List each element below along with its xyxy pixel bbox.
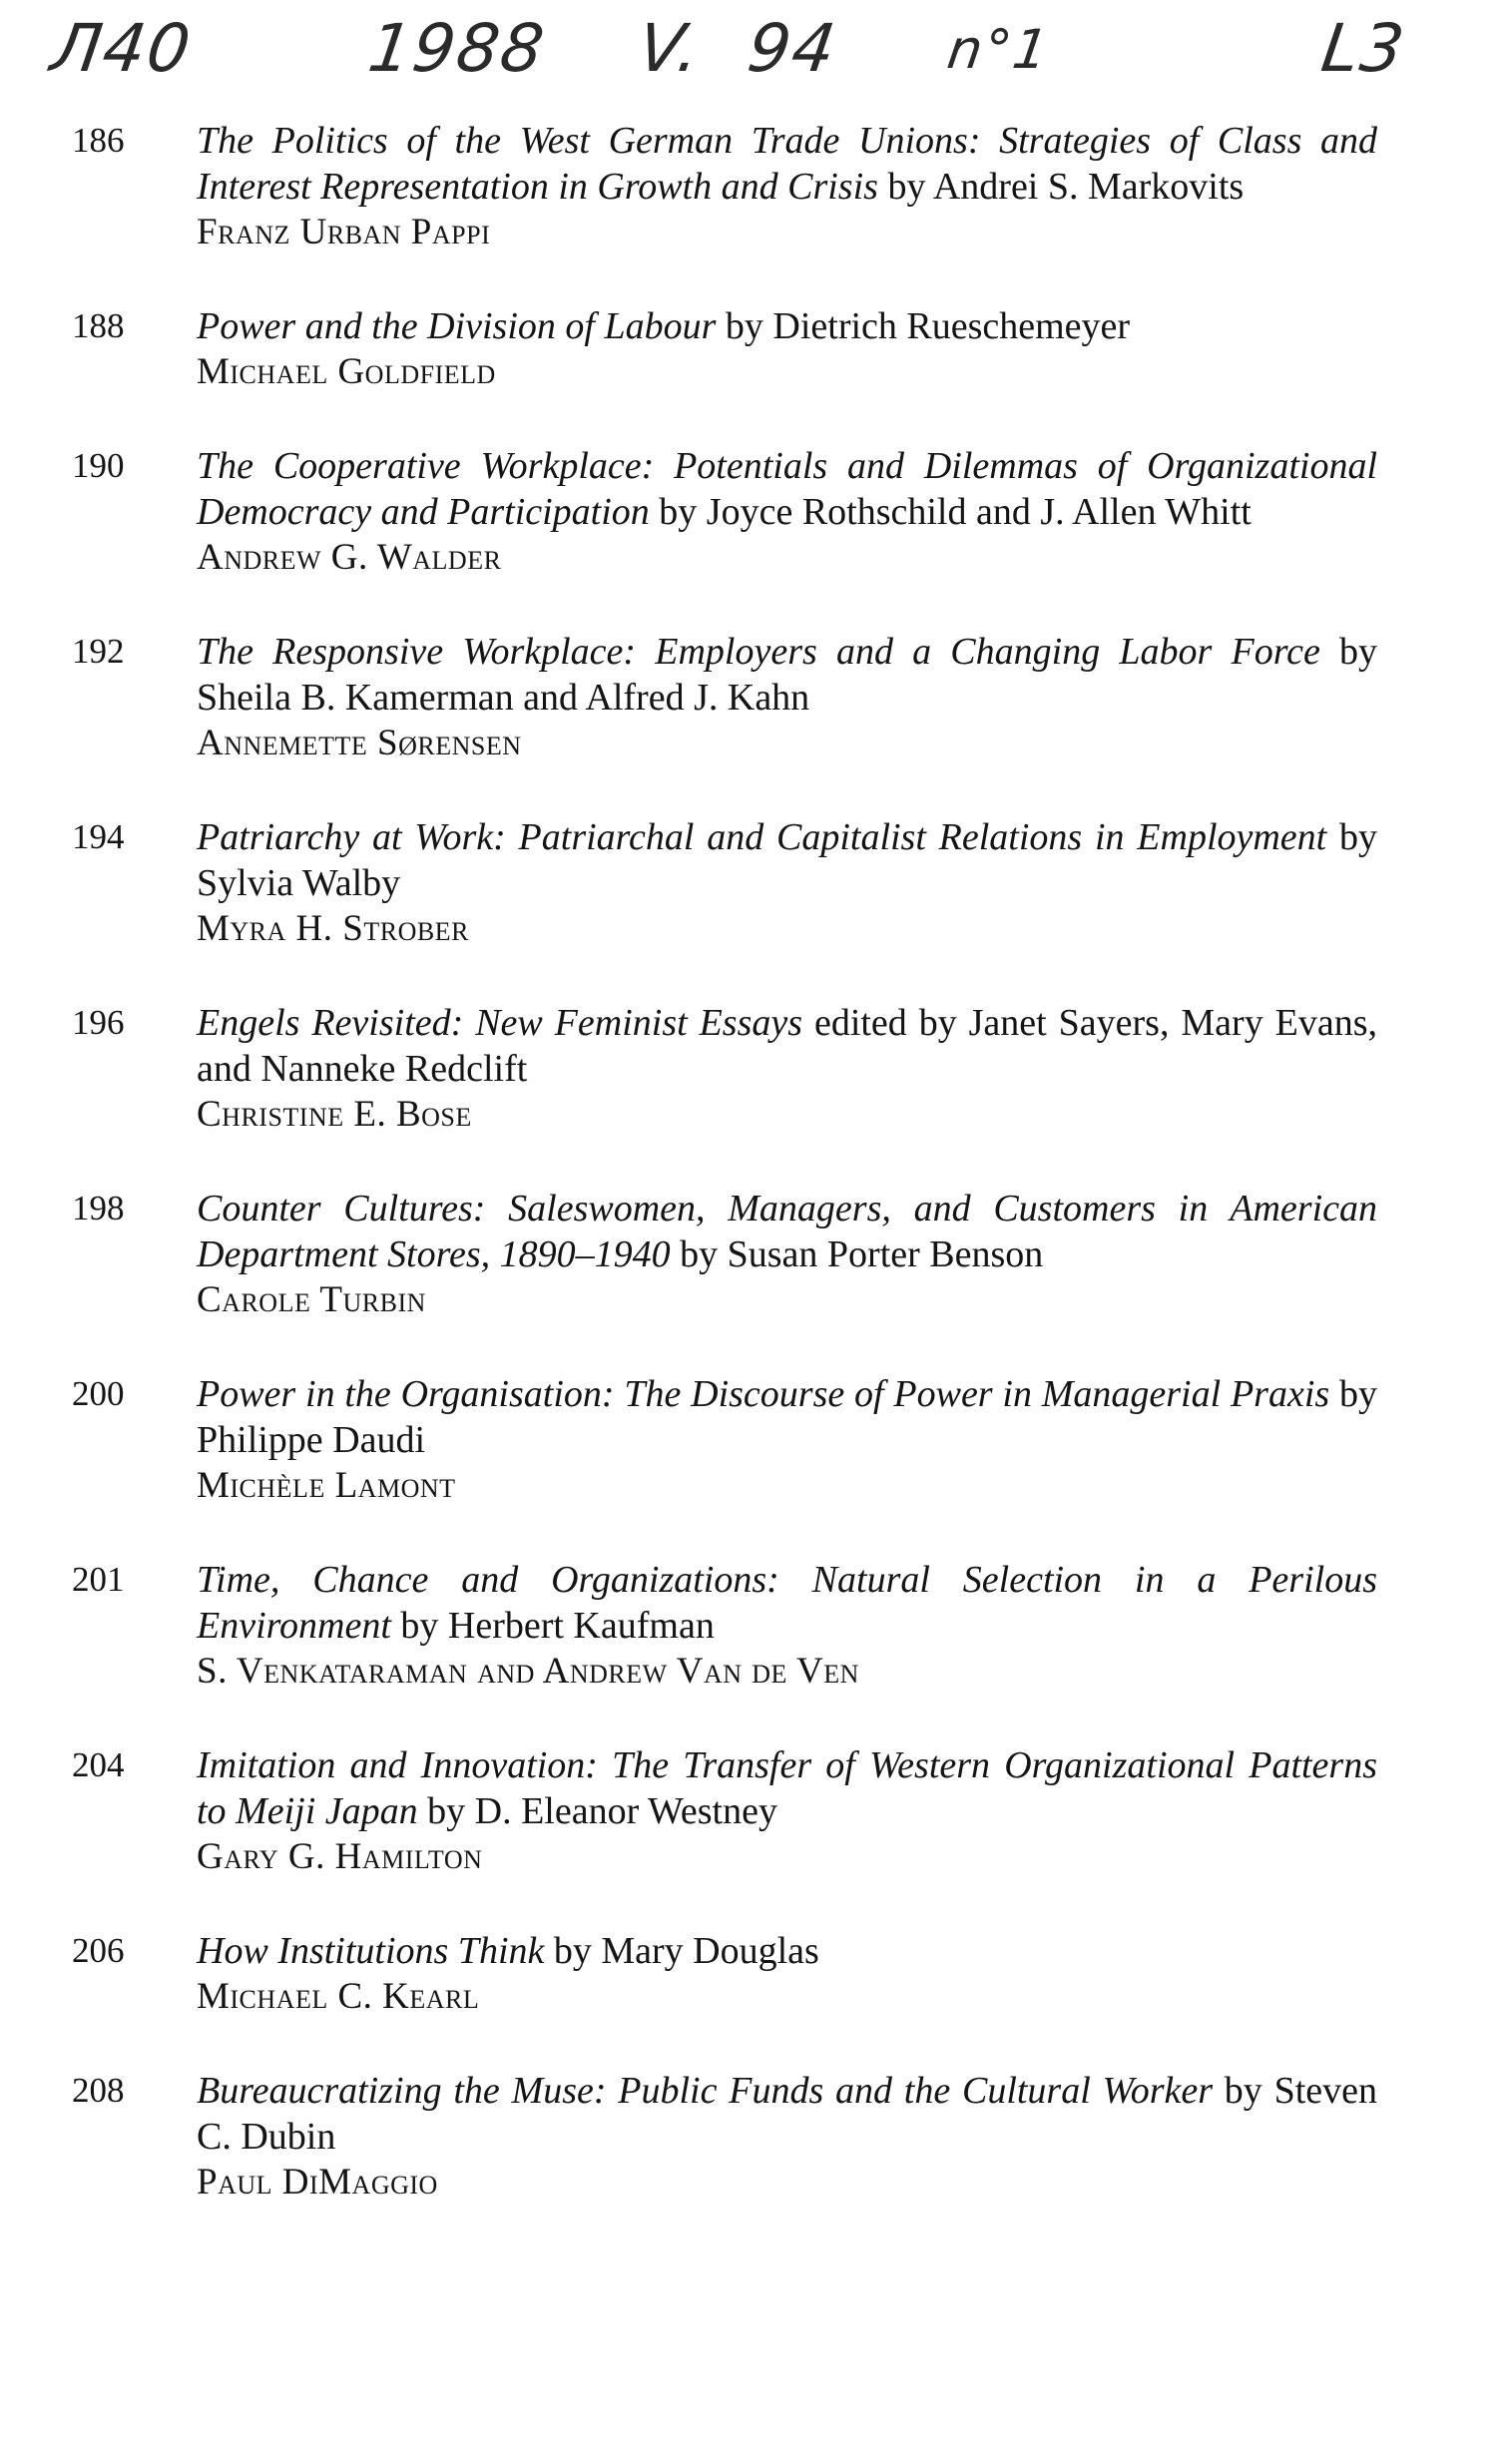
- book-title: Imitation and Innovation: The Transfer of Western Organizational Patterns to Meiji Japan: [197, 1744, 1377, 1832]
- page-number: 201: [72, 1560, 125, 1599]
- page-number: 188: [72, 306, 125, 345]
- entry-citation: [197, 629, 1377, 766]
- page-number: 206: [72, 1931, 125, 1970]
- reviewer-name: Franz Urban Pappi: [197, 212, 491, 252]
- page-number: 204: [72, 1745, 125, 1784]
- review-entry: [0, 303, 1512, 395]
- book-byline: by Philippe Daudi: [197, 1373, 1377, 1461]
- book-title: Bureaucratizing the Muse: Public Funds and the Cultural Worker: [197, 2070, 1214, 2112]
- reviewer-name: Christine E. Bose: [197, 1094, 472, 1135]
- page-number: 196: [72, 1003, 125, 1042]
- entry-citation: [197, 1000, 1377, 1138]
- handwritten-volume-label: V.: [633, 10, 707, 87]
- page-number: 208: [72, 2071, 125, 2110]
- review-entry: [0, 1371, 1512, 1509]
- review-entry: [0, 1557, 1512, 1695]
- book-title: The Cooperative Workplace: Potentials and Dilemmas of Organizational Democracy and Participation: [197, 445, 1377, 533]
- book-byline: by Joyce Rothschild and J. Allen Whitt: [649, 491, 1252, 533]
- handwritten-volume-number: 94: [743, 10, 842, 87]
- book-title: Time, Chance and Organizations: Natural Selection in a Perilous Environment: [197, 1559, 1377, 1647]
- entry-citation: [197, 1371, 1377, 1509]
- review-entry: [0, 1000, 1512, 1138]
- entry-citation: [197, 1557, 1377, 1695]
- book-title: Patriarchy at Work: Patriarchal and Capitalist Relations in Employment: [197, 816, 1327, 858]
- page-number: 192: [72, 632, 125, 671]
- handwritten-annotation: [40, 10, 1477, 120]
- entry-citation: [197, 1742, 1377, 1880]
- entry-citation: [197, 1928, 1377, 2020]
- book-byline: by D. Eleanor Westney: [417, 1790, 777, 1832]
- book-title: Power in the Organisation: The Discourse of Power in Managerial Praxis: [197, 1373, 1330, 1415]
- reviewer-name: Annemette Sørensen: [197, 723, 522, 763]
- reviewer-name: Myra H. Strober: [197, 908, 469, 949]
- reviewer-name: Carole Turbin: [197, 1279, 426, 1320]
- reviewer-name: Michèle Lamont: [197, 1465, 456, 1506]
- book-byline: by Andrei S. Markovits: [877, 166, 1245, 208]
- page-number: 194: [72, 817, 125, 856]
- book-title: Power and the Division of Labour: [197, 305, 717, 347]
- handwritten-shelf-mark: L3: [1316, 10, 1411, 87]
- book-title: The Politics of the West German Trade Unions: Strategies of Class and Interest Representation in Growth and Crisis: [197, 120, 1377, 208]
- book-byline: by Mary Douglas: [544, 1930, 819, 1972]
- page-number: 198: [72, 1189, 125, 1227]
- book-byline: by Susan Porter Benson: [670, 1233, 1044, 1275]
- book-title: The Responsive Workplace: Employers and a Changing Labor Force: [197, 631, 1320, 673]
- handwritten-issue-number: n°1: [943, 18, 1055, 81]
- review-entry: [0, 1742, 1512, 1880]
- entry-citation: [197, 2068, 1377, 2206]
- book-byline: by Sylvia Walby: [197, 816, 1378, 904]
- reviewer-name: S. Venkataraman and Andrew Van de Ven: [197, 1651, 859, 1692]
- review-entry: [0, 1186, 1512, 1323]
- handwritten-year: 1988: [363, 10, 551, 87]
- review-entry: [0, 1928, 1512, 2020]
- review-list: [0, 118, 1512, 2253]
- review-entry: [0, 118, 1512, 255]
- reviewer-name: Gary G. Hamilton: [197, 1836, 483, 1877]
- book-byline: by Sheila B. Kamerman and Alfred J. Kahn: [197, 631, 1377, 719]
- book-byline: edited by Janet Sayers, Mary Evans, and Nanneke Redclift: [197, 1002, 1377, 1090]
- entry-citation: [197, 303, 1377, 395]
- reviewer-name: Michael Goldfield: [197, 351, 496, 392]
- book-title: Engels Revisited: New Feminist Essays: [197, 1002, 803, 1044]
- reviewer-name: Paul DiMaggio: [197, 2162, 438, 2203]
- book-title: How Institutions Think: [197, 1930, 545, 1972]
- entry-citation: [197, 1186, 1377, 1323]
- entry-citation: [197, 118, 1377, 255]
- reviewer-name: Andrew G. Walder: [197, 537, 502, 578]
- entry-citation: [197, 814, 1377, 952]
- book-byline: by Herbert Kaufman: [390, 1605, 715, 1647]
- handwritten-call-number: Л40: [46, 10, 198, 87]
- page-number: 200: [72, 1374, 125, 1413]
- book-title: Counter Cultures: Saleswomen, Managers, and Customers in American Department Stores, 1890–1940: [197, 1188, 1377, 1275]
- review-entry: [0, 443, 1512, 581]
- entry-citation: [197, 443, 1377, 581]
- page-number: 190: [72, 446, 125, 485]
- book-byline: by Dietrich Rueschemeyer: [716, 305, 1131, 347]
- book-byline: by Steven C. Dubin: [197, 2070, 1377, 2158]
- page-number: 186: [72, 121, 125, 160]
- review-entry: [0, 629, 1512, 766]
- reviewer-name: Michael C. Kearl: [197, 1976, 480, 2017]
- review-entry: [0, 814, 1512, 952]
- review-entry: [0, 2068, 1512, 2206]
